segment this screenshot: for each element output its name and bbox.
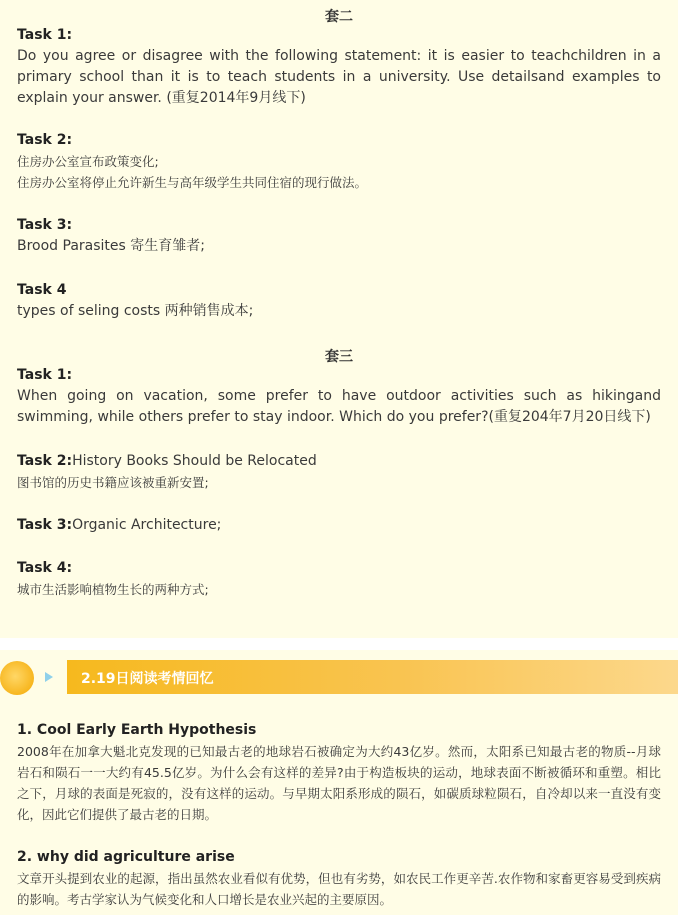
set3-task1 <box>17 365 661 428</box>
set2-task2 <box>17 130 661 193</box>
set3-title: 套三 <box>325 349 353 365</box>
reading-item-1 <box>17 720 661 825</box>
task-text: 图书馆的历史书籍应该被重新安置; <box>17 475 209 490</box>
set2-title: 套二 <box>325 9 353 25</box>
task-text: 城市生活影响植物生长的两种方式; <box>17 582 209 597</box>
task-heading: Task 1: <box>17 367 73 383</box>
task-heading: Task 1: <box>17 27 73 43</box>
banner-bar <box>67 660 678 694</box>
set2-task3 <box>17 215 661 257</box>
task-text: Do you agree or disagree with the following statement: it is easier to teachchildren in a primary school than it is to teach students in a university. Use detailsand examples to explain your answer. (重复2014年9月线下) <box>17 48 661 106</box>
task-text: When going on vacation, some prefer to have outdoor activities such as hikingand swimming, while others prefer to stay indoor. Which do you prefer?(重复204年7月20日线下) <box>17 388 661 425</box>
task-heading: Task 4 <box>17 282 67 298</box>
set2-task4 <box>17 280 661 322</box>
task-heading: Task 3: <box>17 217 73 233</box>
task-heading: Task 3: <box>17 517 73 533</box>
reading-item-2 <box>17 847 661 910</box>
task-heading: Task 4: <box>17 560 73 576</box>
task-text: 住房办公室将停止允许新生与高年级学生共同住宿的现行做法。 <box>17 175 368 190</box>
task-heading: Task 2: <box>17 132 73 148</box>
task-text: 住房办公室宣布政策变化; <box>17 154 159 169</box>
task-text: Brood Parasites 寄生育雏者; <box>17 238 205 254</box>
task-heading: Task 2: <box>17 453 73 469</box>
triangle-arrow-icon <box>45 672 53 682</box>
reading-text: 2008年在加拿大魁北克发现的已知最古老的地球岩石被确定为大约43亿岁。然而，太阳系已知最古老的物质--月球岩石和陨石一一大约有45.5亿岁。为什么会有这样的差异?由于构造板块的运动，地球表面不断被循环和重塑。相比之下，月球的表面是死寂的，没有这样的运动。与早期太阳系形成的陨石，如碳质球粒陨石，自冷却以来一直没有变化，因此它们提供了最古老的日期。 <box>17 744 661 822</box>
banner-title: 2.19日阅读考情回忆 <box>81 671 214 687</box>
task-title: History Books Should be Relocated <box>72 453 317 469</box>
set3-task4 <box>17 558 661 600</box>
task-text: types of seling costs 两种销售成本; <box>17 303 254 319</box>
section-banner <box>0 660 678 694</box>
circle-icon <box>0 661 34 695</box>
task-title: Organic Architecture; <box>72 517 222 533</box>
reading-text: 文章开头提到农业的起源，指出虽然农业看似有优势，但也有劣势，如农民工作更辛苦.农作物和家畜更容易受到疾病的影响。考古学家认为气候变化和人口增长是农业兴起的主要原因。 <box>17 871 661 907</box>
reading-heading: 1. Cool Early Earth Hypothesis <box>17 722 257 738</box>
set3-task2 <box>17 451 661 493</box>
set2-task1 <box>17 25 661 109</box>
set3-task3 <box>17 515 661 536</box>
reading-heading: 2. why did agriculture arise <box>17 849 235 865</box>
